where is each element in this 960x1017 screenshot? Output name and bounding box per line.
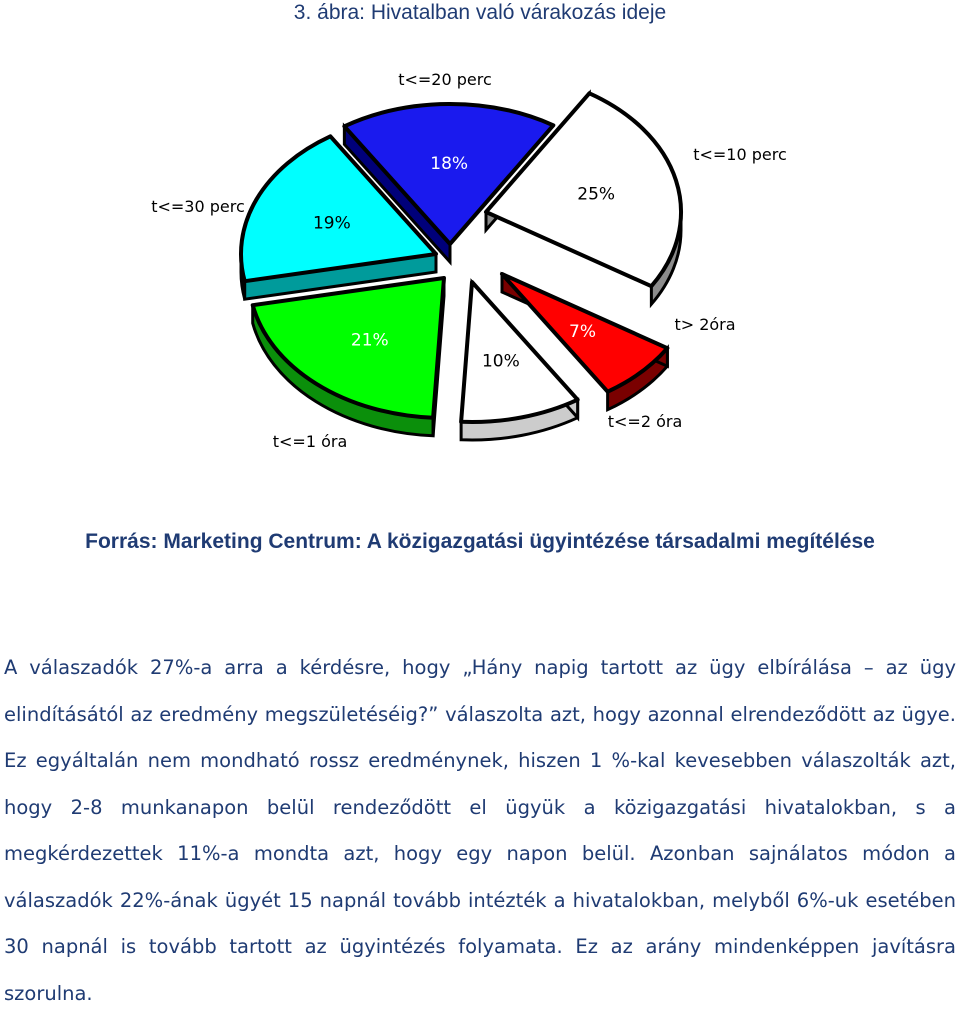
pie-category-label: t<=30 perc [151,197,245,216]
pie-category-label: t<=10 perc [693,145,787,164]
pie-category-label: t<=1 óra [272,432,348,451]
pie-chart-svg [120,55,840,475]
pie-value-label: 19% [312,213,351,234]
pie-value-label: 21% [350,330,389,351]
figure-title: 3. ábra: Hivatalban való várakozás ideje [293,1,667,24]
pie-slice [253,278,444,418]
pie-category-label: t<=2 óra [607,412,683,431]
source-line: Forrás: Marketing Centrum: A közigazgatási ügyintézése társadalmi megítélése [85,530,875,553]
pie-value-label: 25% [577,184,616,205]
pie-category-label: t<=20 perc [398,70,492,89]
pie-value-label: 18% [430,153,469,174]
pie-value-label: 10% [481,351,520,372]
pie-value-label: 7% [569,322,597,343]
body-paragraph: A válaszadók 27%-a arra a kérdésre, hogy „Hány napig tartott az ügy elbírálása – az ügy elindításától az eredmény megszületéséig?” válaszolta azt, hogy azonnal elrendeződött az ügye. Ez egyáltalán nem mondható rossz eredménynek, hiszen 1 %-kal kevesebben válaszolták azt, hogy 2-8 munkanapon belül rendeződött el ügyük a közigazgatási hivatalokban, s a megkérdezettek 11%-a mondta azt, hogy egy napon belül. Azonban sajnálatos módon a válaszadók 22%-ának ügyét 15 napnál tovább intézték a hivatalokban, melyből 6%-uk esetében 30 napnál is tovább tartott az ügyintézés folyamata. Ez az arány mindenképpen javításra szorulna. [4,656,956,1005]
pie-category-label: t> 2óra [674,315,736,334]
pie-chart [120,55,840,475]
